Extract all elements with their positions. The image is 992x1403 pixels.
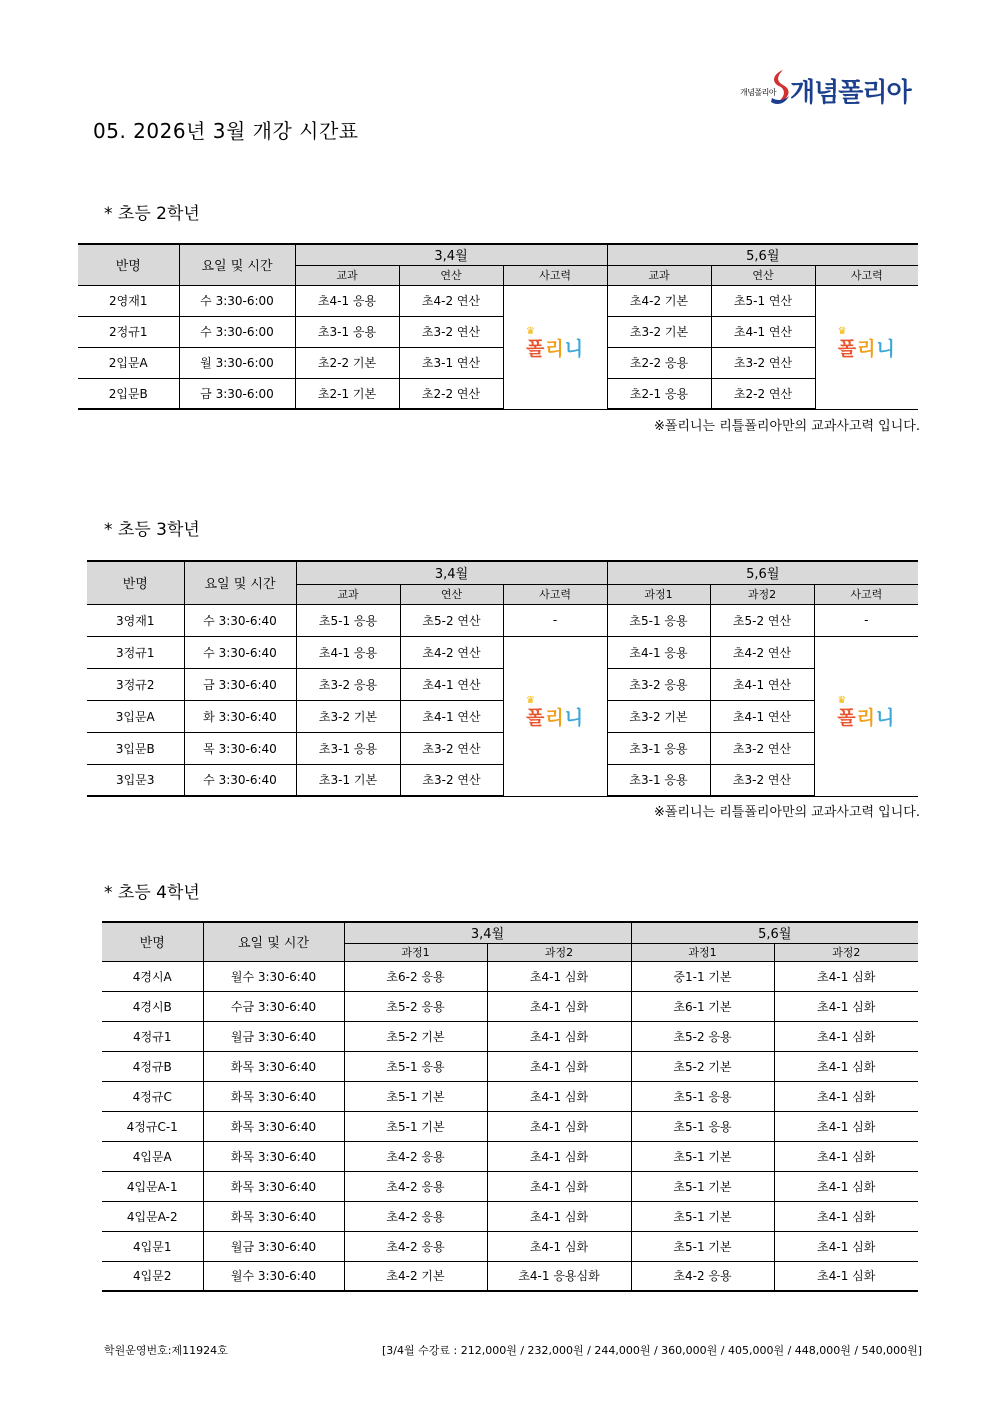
course-cell: 초5-1 기본 xyxy=(631,1141,774,1171)
course-cell: 초4-2 연산 xyxy=(399,285,503,316)
polini-cell xyxy=(503,285,607,409)
polini-note: ※폴리니는 리틀폴리아만의 교과사고력 입니다. xyxy=(653,419,920,434)
crown-icon: ♛ xyxy=(525,694,536,706)
course-cell: 초5-2 응용 xyxy=(631,1021,774,1051)
course-cell: 초4-1 심화 xyxy=(774,1111,918,1141)
course-cell: 초5-1 응용 xyxy=(344,1051,487,1081)
sub-header: 과정1 xyxy=(344,943,487,961)
table-row xyxy=(87,604,918,636)
course-cell: 초4-1 심화 xyxy=(487,961,631,991)
course-cell: 초4-1 심화 xyxy=(487,1141,631,1171)
class-name: 4입문2 xyxy=(102,1261,203,1291)
course-cell: 초2-2 응용 xyxy=(607,347,711,378)
course-cell: 초4-1 심화 xyxy=(487,1201,631,1231)
course-cell: 초4-1 심화 xyxy=(774,1231,918,1261)
course-cell: 초5-2 연산 xyxy=(710,604,814,636)
class-time: 수 3:30-6:40 xyxy=(184,636,296,668)
sub-header: 과정1 xyxy=(631,943,774,961)
course-cell: 초5-2 기본 xyxy=(631,1051,774,1081)
header-time: 요일 및 시간 xyxy=(184,561,296,604)
course-cell: 초5-1 응용 xyxy=(296,604,400,636)
header-time: 요일 및 시간 xyxy=(179,244,295,285)
crown-icon: ♛ xyxy=(837,694,848,706)
class-name: 3정규2 xyxy=(87,668,184,700)
crown-icon: ♛ xyxy=(837,325,848,337)
table-row xyxy=(78,285,918,316)
sub-header: 사고력 xyxy=(503,584,607,604)
class-name: 2영재1 xyxy=(78,285,179,316)
course-cell: 초4-1 심화 xyxy=(774,991,918,1021)
course-cell: 초2-2 기본 xyxy=(295,347,399,378)
course-cell: 초2-1 기본 xyxy=(295,378,399,409)
class-time: 월 3:30-6:00 xyxy=(179,347,295,378)
course-cell: 초4-1 심화 xyxy=(487,1231,631,1261)
class-time: 목 3:30-6:40 xyxy=(184,732,296,764)
table-row xyxy=(87,764,918,796)
course-cell: 초3-1 기본 xyxy=(296,764,400,796)
course-cell: 초4-2 연산 xyxy=(400,636,503,668)
polini-text: 폴 xyxy=(525,706,546,729)
table-row xyxy=(102,961,918,991)
class-name: 4정규C-1 xyxy=(102,1111,203,1141)
course-cell: 초2-1 응용 xyxy=(607,378,711,409)
course-cell: 초5-2 응용 xyxy=(344,991,487,1021)
sub-header: 과정2 xyxy=(487,943,631,961)
course-cell: 초4-1 연산 xyxy=(710,668,814,700)
polini-text: 니 xyxy=(564,706,585,729)
class-time: 수 3:30-6:40 xyxy=(184,604,296,636)
class-time: 화목 3:30-6:40 xyxy=(203,1081,344,1111)
course-cell: 초4-1 심화 xyxy=(487,991,631,1021)
grade3-heading: * 초등 3학년 xyxy=(104,520,200,540)
course-cell: 초4-2 기본 xyxy=(344,1261,487,1291)
course-cell: 초3-1 응용 xyxy=(607,764,710,796)
header-period-2: 5,6월 xyxy=(631,922,918,943)
class-name: 4정규B xyxy=(102,1051,203,1081)
logo-brand-text: 개념폴리아 xyxy=(790,78,911,108)
table-row xyxy=(78,347,918,378)
class-name: 3정규1 xyxy=(87,636,184,668)
class-time: 화목 3:30-6:40 xyxy=(203,1201,344,1231)
course-cell: 초4-1 심화 xyxy=(774,1261,918,1291)
grade4-table xyxy=(102,921,918,1292)
table-row xyxy=(102,1231,918,1261)
grade2-heading: * 초등 2학년 xyxy=(104,204,200,224)
class-time: 화 3:30-6:40 xyxy=(184,700,296,732)
course-cell: 초4-1 심화 xyxy=(487,1021,631,1051)
table-row xyxy=(102,1021,918,1051)
class-time: 월금 3:30-6:40 xyxy=(203,1231,344,1261)
polini-cell xyxy=(503,636,607,796)
table-row xyxy=(87,732,918,764)
course-cell: 초4-1 심화 xyxy=(774,1201,918,1231)
course-cell: 초5-1 응용 xyxy=(607,604,710,636)
page-title: 05. 2026년 3월 개강 시간표 xyxy=(93,119,359,143)
course-cell: 초3-1 연산 xyxy=(399,347,503,378)
course-cell: 초5-1 응용 xyxy=(631,1081,774,1111)
polini-text: 니 xyxy=(564,337,585,360)
polini-text: 폴 xyxy=(837,706,857,729)
course-cell: 초4-1 심화 xyxy=(487,1171,631,1201)
sub-header: 연산 xyxy=(711,265,815,285)
class-name: 2입문B xyxy=(78,378,179,409)
course-cell: 초5-1 기본 xyxy=(631,1171,774,1201)
grade4-heading: * 초등 4학년 xyxy=(104,883,200,903)
course-cell: 초3-2 응용 xyxy=(607,668,710,700)
sub-header: 교과 xyxy=(607,265,711,285)
class-time: 화목 3:30-6:40 xyxy=(203,1171,344,1201)
class-time: 월금 3:30-6:40 xyxy=(203,1021,344,1051)
course-cell: 초3-2 연산 xyxy=(710,732,814,764)
class-name: 4입문A xyxy=(102,1141,203,1171)
sub-header: 사고력 xyxy=(815,265,918,285)
course-cell: 초2-2 연산 xyxy=(399,378,503,409)
table-row xyxy=(102,991,918,1021)
header-period-1: 3,4월 xyxy=(296,561,607,584)
header-class: 반명 xyxy=(78,244,179,285)
course-cell: 초5-1 응용 xyxy=(631,1111,774,1141)
class-name: 4정규C xyxy=(102,1081,203,1111)
course-cell: 초3-2 기본 xyxy=(607,316,711,347)
table-row xyxy=(102,1261,918,1291)
class-name: 4정규1 xyxy=(102,1021,203,1051)
course-cell: 초4-1 연산 xyxy=(711,316,815,347)
class-name: 3영재1 xyxy=(87,604,184,636)
sub-header: 연산 xyxy=(400,584,503,604)
polini-text: 폴 xyxy=(525,337,546,360)
class-time: 화목 3:30-6:40 xyxy=(203,1141,344,1171)
table-row xyxy=(102,1111,918,1141)
course-cell: 초4-1 응용 xyxy=(295,285,399,316)
polini-text: 리 xyxy=(857,337,877,360)
class-time: 월수 3:30-6:40 xyxy=(203,1261,344,1291)
table-row xyxy=(87,668,918,700)
course-cell: 초5-1 기본 xyxy=(631,1201,774,1231)
course-cell: 초4-1 심화 xyxy=(774,1021,918,1051)
course-cell: 초4-1 심화 xyxy=(487,1111,631,1141)
course-cell: 초5-1 기본 xyxy=(631,1231,774,1261)
course-cell: - xyxy=(814,604,918,636)
sub-header: 교과 xyxy=(295,265,399,285)
course-cell: 초4-2 응용 xyxy=(344,1201,487,1231)
course-cell: 초4-2 응용 xyxy=(344,1171,487,1201)
course-cell: 초4-1 연산 xyxy=(710,700,814,732)
course-cell: 초3-1 응용 xyxy=(296,732,400,764)
header-period-1: 3,4월 xyxy=(344,922,631,943)
sub-header: 교과 xyxy=(296,584,400,604)
course-cell: 초4-2 응용 xyxy=(344,1231,487,1261)
class-time: 수 3:30-6:00 xyxy=(179,316,295,347)
course-cell: 초5-2 연산 xyxy=(400,604,503,636)
class-name: 2입문A xyxy=(78,347,179,378)
course-cell: 초4-1 심화 xyxy=(774,1081,918,1111)
table-row xyxy=(102,1051,918,1081)
class-name: 3입문3 xyxy=(87,764,184,796)
course-cell: 초3-2 기본 xyxy=(296,700,400,732)
polini-cell xyxy=(814,636,918,796)
table-row xyxy=(87,700,918,732)
logo-small-text: 개념폴리아 xyxy=(740,88,777,97)
course-cell: 초3-2 연산 xyxy=(400,764,503,796)
table-row xyxy=(102,1171,918,1201)
class-time: 수금 3:30-6:40 xyxy=(203,991,344,1021)
table-row xyxy=(102,1201,918,1231)
class-name: 3입문B xyxy=(87,732,184,764)
polini-logo xyxy=(837,325,896,361)
header-time: 요일 및 시간 xyxy=(203,922,344,961)
class-name: 4경시B xyxy=(102,991,203,1021)
class-name: 4입문1 xyxy=(102,1231,203,1261)
polini-logo xyxy=(525,325,585,361)
course-cell: 초4-1 심화 xyxy=(487,1081,631,1111)
course-cell: 초5-1 연산 xyxy=(711,285,815,316)
course-cell: 초4-2 연산 xyxy=(710,636,814,668)
table-row xyxy=(102,1081,918,1111)
header-period-2: 5,6월 xyxy=(607,561,918,584)
class-time: 월수 3:30-6:40 xyxy=(203,961,344,991)
grade2-table xyxy=(78,243,918,410)
polini-text: 폴 xyxy=(837,337,858,360)
polini-text: 니 xyxy=(876,337,896,360)
header-period-1: 3,4월 xyxy=(295,244,607,265)
table-row xyxy=(78,378,918,409)
header-period-2: 5,6월 xyxy=(607,244,918,265)
table-row xyxy=(78,316,918,347)
course-cell: 초4-1 응용 xyxy=(296,636,400,668)
course-cell: 초5-1 기본 xyxy=(344,1111,487,1141)
tuition-fees: [3/4월 수강료 : 212,000원 / 232,000원 / 244,000원 / 360,000원 / 405,000원 / 448,000원 / 540,000원] xyxy=(382,1344,922,1357)
polini-note: ※폴리니는 리틀폴리아만의 교과사고력 입니다. xyxy=(653,805,920,820)
polini-logo xyxy=(525,694,585,730)
polini-text: 리 xyxy=(545,337,565,360)
course-cell: 초3-1 응용 xyxy=(607,732,710,764)
course-cell: 초4-2 응용 xyxy=(631,1261,774,1291)
class-name: 4입문A-2 xyxy=(102,1201,203,1231)
class-time: 화목 3:30-6:40 xyxy=(203,1111,344,1141)
course-cell: 초3-2 응용 xyxy=(296,668,400,700)
course-cell: 초4-2 응용 xyxy=(344,1141,487,1171)
class-time: 수 3:30-6:40 xyxy=(184,764,296,796)
class-name: 2정규1 xyxy=(78,316,179,347)
course-cell: 초3-2 연산 xyxy=(399,316,503,347)
course-cell: 초3-2 연산 xyxy=(400,732,503,764)
registration-number: 학원운영번호:제11924호 xyxy=(104,1344,228,1357)
class-name: 4입문A-1 xyxy=(102,1171,203,1201)
course-cell: 초4-1 응용심화 xyxy=(487,1261,631,1291)
course-cell: 초3-2 연산 xyxy=(710,764,814,796)
course-cell: 초6-1 기본 xyxy=(631,991,774,1021)
header-class: 반명 xyxy=(87,561,184,604)
course-cell: 초3-2 기본 xyxy=(607,700,710,732)
sub-header: 과정1 xyxy=(607,584,710,604)
course-cell: 초4-1 연산 xyxy=(400,700,503,732)
course-cell: - xyxy=(503,604,607,636)
crown-icon: ♛ xyxy=(525,325,536,337)
class-time: 금 3:30-6:00 xyxy=(179,378,295,409)
course-cell: 초4-1 심화 xyxy=(774,1171,918,1201)
brand-logo xyxy=(740,68,925,112)
class-time: 화목 3:30-6:40 xyxy=(203,1051,344,1081)
course-cell: 초6-2 응용 xyxy=(344,961,487,991)
course-cell: 초3-1 응용 xyxy=(295,316,399,347)
course-cell: 초3-2 연산 xyxy=(711,347,815,378)
table-row xyxy=(87,636,918,668)
course-cell: 초4-1 심화 xyxy=(774,1141,918,1171)
polini-logo xyxy=(837,694,896,730)
course-cell: 초4-1 응용 xyxy=(607,636,710,668)
course-cell: 중1-1 기본 xyxy=(631,961,774,991)
course-cell: 초4-1 심화 xyxy=(774,1051,918,1081)
course-cell: 초4-1 연산 xyxy=(400,668,503,700)
table-row xyxy=(102,1141,918,1171)
class-time: 금 3:30-6:40 xyxy=(184,668,296,700)
class-time: 수 3:30-6:00 xyxy=(179,285,295,316)
course-cell: 초5-2 기본 xyxy=(344,1021,487,1051)
polini-text: 리 xyxy=(545,706,565,729)
sub-header: 사고력 xyxy=(814,584,918,604)
sub-header: 과정2 xyxy=(774,943,918,961)
polini-text: 리 xyxy=(856,706,876,729)
class-name: 3입문A xyxy=(87,700,184,732)
polini-cell xyxy=(815,285,918,409)
course-cell: 초4-2 기본 xyxy=(607,285,711,316)
sub-header: 과정2 xyxy=(710,584,814,604)
course-cell: 초4-1 심화 xyxy=(774,961,918,991)
header-class: 반명 xyxy=(102,922,203,961)
sub-header: 사고력 xyxy=(503,265,607,285)
course-cell: 초4-1 심화 xyxy=(487,1051,631,1081)
sub-header: 연산 xyxy=(399,265,503,285)
course-cell: 초2-2 연산 xyxy=(711,378,815,409)
grade3-table xyxy=(87,560,918,797)
polini-text: 니 xyxy=(875,706,896,729)
course-cell: 초5-1 기본 xyxy=(344,1081,487,1111)
class-name: 4경시A xyxy=(102,961,203,991)
